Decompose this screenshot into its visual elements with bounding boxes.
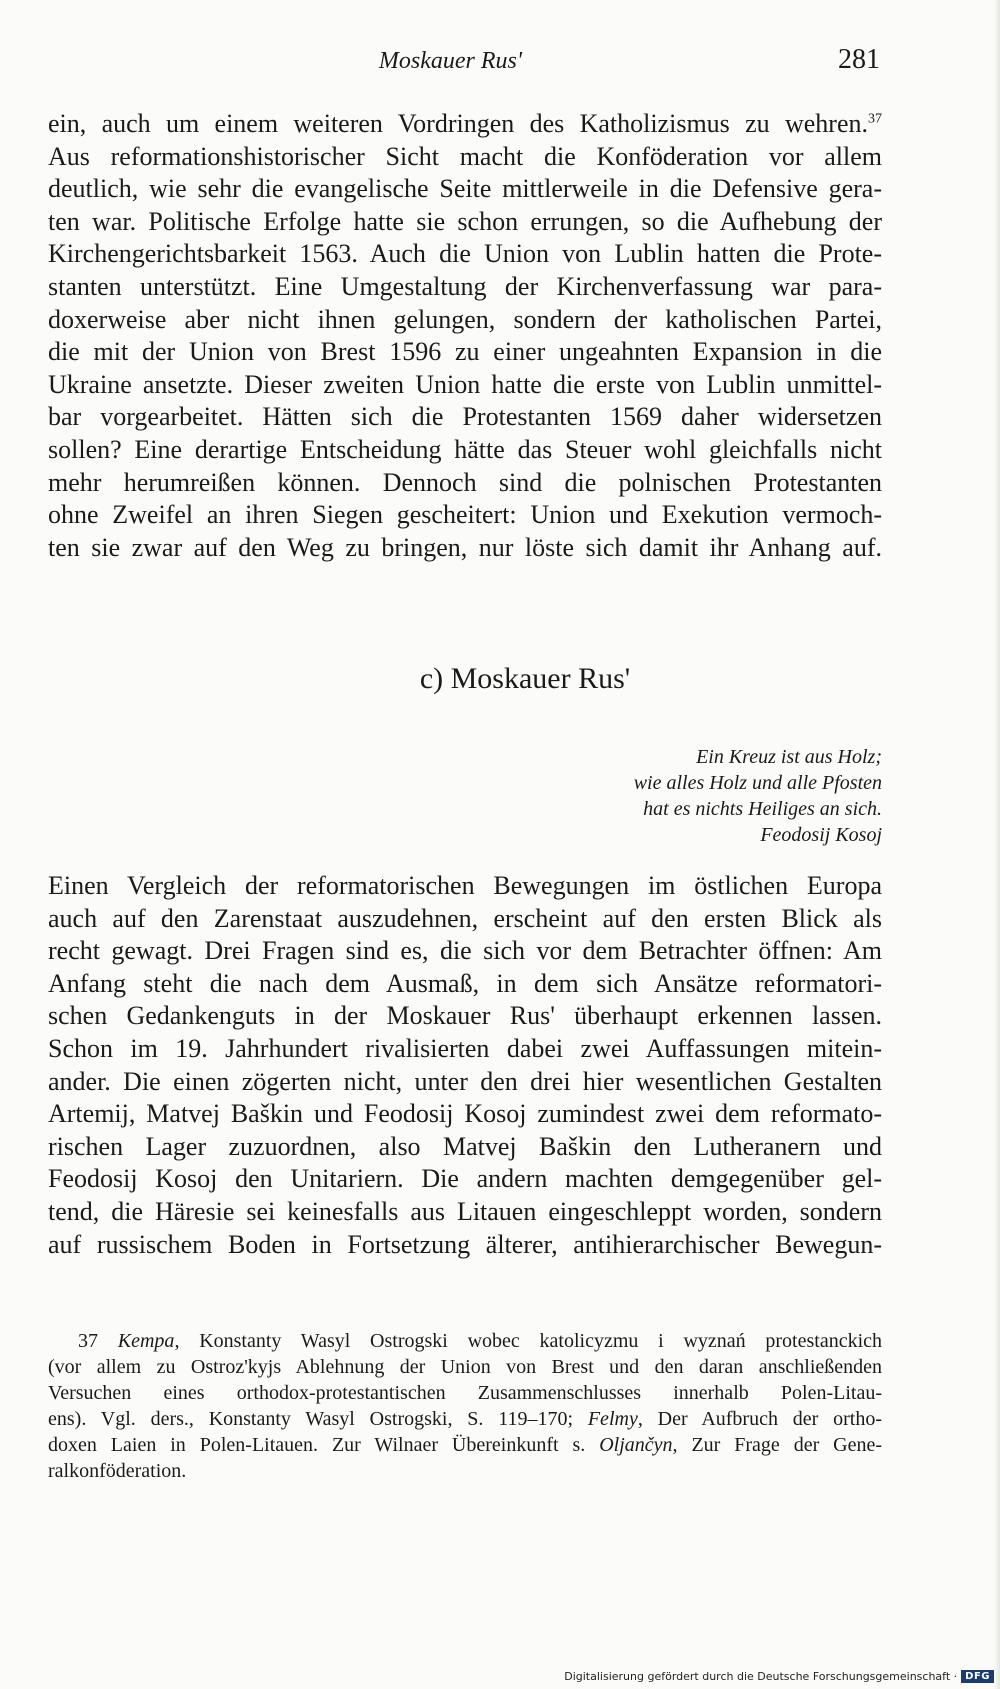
text-line: schen Gedankenguts in der Moskauer Rus' überhaupt erkennen lassen.	[48, 1001, 882, 1031]
epigraph-line: wie alles Holz und alle Pfosten	[633, 772, 882, 794]
text-line: bar vorgearbeitet. Hätten sich die Protestanten 1569 daher widersetzen	[48, 402, 882, 432]
footnote-line: ralkonföderation.	[48, 1460, 187, 1482]
text-line: Einen Vergleich der reformatorischen Bewegungen im östlichen Europa	[48, 871, 882, 900]
footnote-37	[48, 1328, 882, 1484]
epigraph-line: Ein Kreuz ist aus Holz;	[696, 746, 882, 768]
text-line: sollen? Eine derartige Entscheidung hätte das Steuer wohl gleichfalls nicht	[48, 434, 882, 464]
text-line: ten sie zwar auf den Weg zu bringen, nur löste sich damit ihr Anhang auf.	[48, 532, 882, 562]
text-line: deutlich, wie sehr die evangelische Seite mittlerweile in die Defensive gera-	[48, 174, 882, 204]
text-line: ohne Zweifel an ihren Siegen gescheitert: Union und Exekution vermoch-	[48, 500, 882, 530]
text-line: auch auf den Zarenstaat auszudehnen, erscheint auf den ersten Blick als	[48, 903, 882, 933]
text-line: Aus reformationshistorischer Sicht macht die Konföderation vor allem	[48, 141, 882, 171]
cited-author: Felmy	[587, 1408, 638, 1430]
text-line: Feodosij Kosoj den Unitariern. Die andern machten demgegenüber gel-	[48, 1164, 882, 1194]
text-line: Schon im 19. Jahrhundert rivalisierten dabei zwei Auffassungen mitein-	[48, 1033, 882, 1063]
footnote-number: 37	[78, 1330, 98, 1352]
text-line: die mit der Union von Brest 1596 zu einer ungeahnten Expansion in die	[48, 337, 882, 367]
epigraph-author: Feodosij Kosoj	[760, 824, 882, 846]
page-edge-shadow	[994, 0, 1000, 1689]
text-line: mehr herumreißen können. Dennoch sind die polnischen Protestanten	[48, 467, 882, 497]
text-line: Artemij, Matvej Baškin und Feodosij Kosoj zumindest zwei dem reformato-	[48, 1099, 882, 1129]
text-line: auf russischem Boden in Fortsetzung älterer, antihierarchischer Bewegun-	[48, 1229, 882, 1259]
footnote-line: (vor allem zu Ostroz'kyjs Ablehnung der Union von Brest und den daran anschließenden	[48, 1356, 882, 1378]
footnote-ref[interactable]: 37	[868, 111, 882, 127]
text-line: rischen Lager zuzuordnen, also Matvej Baškin den Lutheranern und	[48, 1131, 882, 1161]
footnote-line: 37 Kempa, Konstanty Wasyl Ostrogski wobec katolicyzmu i wyznań protestanckich	[78, 1330, 883, 1352]
text-line: doxerweise aber nicht ihnen gelungen, sondern der katholischen Partei,	[48, 304, 882, 334]
epigraph-line: hat es nichts Heiliges an sich.	[643, 798, 882, 820]
dfg-logo: DFG	[961, 1670, 994, 1683]
text-line: stanten unterstützt. Eine Umgestaltung der Kirchenverfassung war para-	[48, 271, 882, 301]
credit-text: Digitalisierung gefördert durch die Deutsche Forschungsgemeinschaft ·	[564, 1670, 958, 1683]
digitization-credit	[564, 1670, 994, 1683]
page-header	[48, 44, 880, 78]
footnote-line: Versuchen eines orthodox-protestantischen Zusammenschlusses innerhalb Polen-Litau-	[48, 1382, 882, 1404]
text-line: Ukraine ansetzte. Dieser zweiten Union hatte die erste von Lublin unmittel-	[48, 369, 882, 399]
paragraph-2	[48, 870, 882, 1261]
text-line: ten war. Politische Erfolge hatte sie schon errungen, so die Aufhebung der	[48, 206, 882, 236]
text-line: ander. Die einen zögerten nicht, unter den drei hier wesentlichen Gestalten	[48, 1066, 882, 1096]
epigraph	[634, 744, 882, 848]
text-line: recht gewagt. Drei Fragen sind es, die sich vor dem Betrachter öffnen: Am	[48, 936, 882, 966]
text-line: tend, die Häresie sei keinesfalls aus Litauen eingeschleppt worden, sondern	[48, 1196, 882, 1226]
footnote-line: doxen Laien in Polen-Litauen. Zur Wilnaer Übereinkunft s. Oljančyn, Zur Frage der Gene-	[48, 1434, 883, 1456]
footnote-line: ens). Vgl. ders., Konstanty Wasyl Ostrogski, S. 119–170; Felmy, Der Aufbruch der ortho-	[48, 1408, 882, 1430]
text-line: Anfang steht die nach dem Ausmaß, in dem sich Ansätze reformatori-	[48, 968, 882, 998]
section-heading: c) Moskauer Rus'	[419, 662, 631, 695]
page-number: 281	[838, 44, 880, 75]
cited-author: Oljančyn	[599, 1434, 673, 1456]
paragraph-1	[48, 108, 882, 564]
cited-author: Kempa	[117, 1330, 175, 1352]
running-title: Moskauer Rus'	[378, 48, 522, 74]
text-line: Kirchengerichtsbarkeit 1563. Auch die Union von Lublin hatten die Prote-	[48, 239, 882, 269]
text-line: ein, auch um einem weiteren Vordringen des Katholizismus zu wehren.$^{37}$	[48, 109, 882, 138]
